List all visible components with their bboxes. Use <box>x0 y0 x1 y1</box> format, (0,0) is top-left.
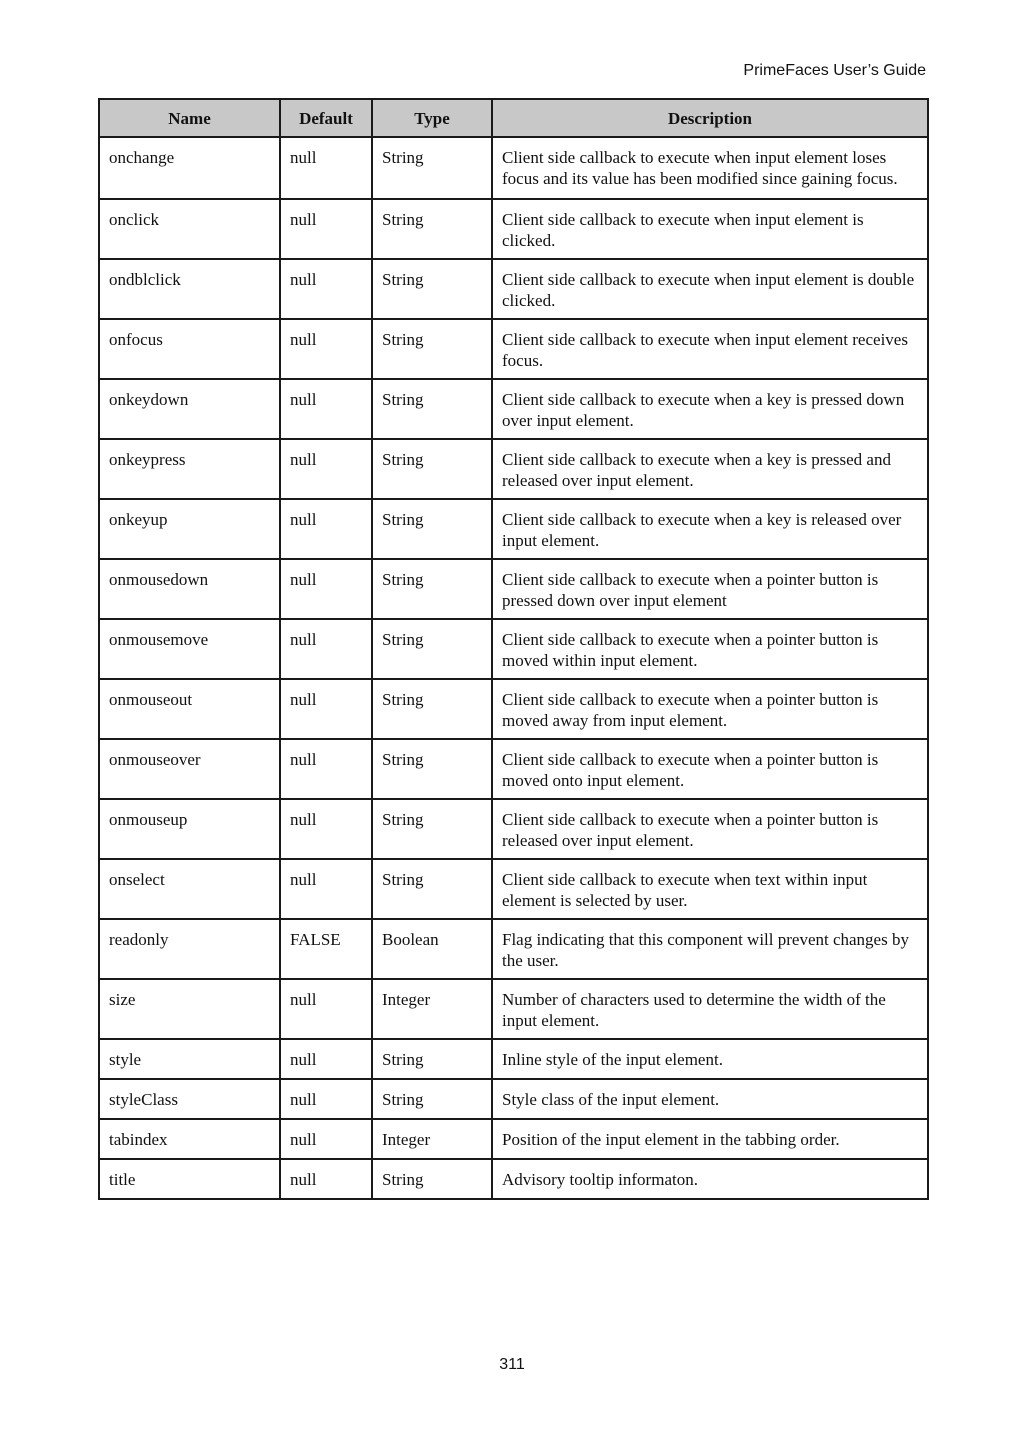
cell-description: Client side callback to execute when a key is pressed and released over input element. <box>492 439 928 499</box>
page-number: 311 <box>499 1356 525 1373</box>
cell-name: onkeyup <box>99 499 280 559</box>
table-header-row <box>99 99 928 137</box>
table-row <box>99 379 928 439</box>
cell-name: onkeypress <box>99 439 280 499</box>
cell-default: null <box>280 199 372 259</box>
cell-description: Client side callback to execute when a key is pressed down over input element. <box>492 379 928 439</box>
cell-type: String <box>372 739 492 799</box>
cell-default: null <box>280 739 372 799</box>
cell-default: null <box>280 379 372 439</box>
table-row <box>99 859 928 919</box>
cell-type: Integer <box>372 979 492 1039</box>
table-row <box>99 259 928 319</box>
cell-default: null <box>280 799 372 859</box>
column-header-default: Default <box>280 99 372 137</box>
cell-name: onmousemove <box>99 619 280 679</box>
table-row <box>99 679 928 739</box>
table-row <box>99 199 928 259</box>
cell-type: String <box>372 1159 492 1199</box>
cell-name: size <box>99 979 280 1039</box>
cell-description: Client side callback to execute when input element is clicked. <box>492 199 928 259</box>
cell-type: String <box>372 619 492 679</box>
cell-type: Boolean <box>372 919 492 979</box>
cell-type: String <box>372 799 492 859</box>
cell-name: onchange <box>99 137 280 199</box>
cell-type: String <box>372 199 492 259</box>
cell-description: Client side callback to execute when a pointer button is moved within input element. <box>492 619 928 679</box>
table-row <box>99 739 928 799</box>
cell-default: null <box>280 499 372 559</box>
cell-type: String <box>372 137 492 199</box>
cell-type: String <box>372 1039 492 1079</box>
cell-description: Client side callback to execute when input element receives focus. <box>492 319 928 379</box>
cell-type: String <box>372 679 492 739</box>
cell-type: String <box>372 859 492 919</box>
column-header-name: Name <box>99 99 280 137</box>
cell-name: onselect <box>99 859 280 919</box>
cell-type: Integer <box>372 1119 492 1159</box>
cell-name: title <box>99 1159 280 1199</box>
cell-description: Client side callback to execute when a pointer button is moved onto input element. <box>492 739 928 799</box>
cell-type: String <box>372 379 492 439</box>
table-row <box>99 499 928 559</box>
cell-name: onfocus <box>99 319 280 379</box>
cell-description: Client side callback to execute when a pointer button is pressed down over input element <box>492 559 928 619</box>
cell-name: styleClass <box>99 1079 280 1119</box>
cell-name: onclick <box>99 199 280 259</box>
table-row <box>99 1079 928 1119</box>
cell-name: onmouseout <box>99 679 280 739</box>
cell-default: null <box>280 1159 372 1199</box>
cell-default: null <box>280 679 372 739</box>
cell-default: FALSE <box>280 919 372 979</box>
cell-description: Client side callback to execute when a key is released over input element. <box>492 499 928 559</box>
running-header: PrimeFaces User’s Guide <box>743 62 926 79</box>
cell-default: null <box>280 859 372 919</box>
table-row <box>99 1039 928 1079</box>
cell-default: null <box>280 319 372 379</box>
table-row <box>99 319 928 379</box>
table-row <box>99 919 928 979</box>
column-header-description: Description <box>492 99 928 137</box>
cell-description: Inline style of the input element. <box>492 1039 928 1079</box>
table-row <box>99 1119 928 1159</box>
cell-default: null <box>280 259 372 319</box>
cell-description: Client side callback to execute when text within input element is selected by user. <box>492 859 928 919</box>
cell-default: null <box>280 1079 372 1119</box>
cell-name: onkeydown <box>99 379 280 439</box>
cell-default: null <box>280 1039 372 1079</box>
cell-type: String <box>372 259 492 319</box>
table-row <box>99 1159 928 1199</box>
table-row <box>99 799 928 859</box>
table-row <box>99 439 928 499</box>
cell-type: String <box>372 559 492 619</box>
cell-default: null <box>280 1119 372 1159</box>
cell-name: readonly <box>99 919 280 979</box>
cell-name: onmouseup <box>99 799 280 859</box>
cell-default: null <box>280 559 372 619</box>
cell-type: String <box>372 439 492 499</box>
cell-description: Style class of the input element. <box>492 1079 928 1119</box>
cell-name: onmousedown <box>99 559 280 619</box>
table-row <box>99 979 928 1039</box>
cell-name: tabindex <box>99 1119 280 1159</box>
cell-description: Client side callback to execute when a pointer button is moved away from input element. <box>492 679 928 739</box>
table-row <box>99 559 928 619</box>
attribute-table <box>98 98 929 1200</box>
cell-type: String <box>372 1079 492 1119</box>
table-row <box>99 137 928 199</box>
cell-default: null <box>280 137 372 199</box>
cell-name: ondblclick <box>99 259 280 319</box>
cell-description: Advisory tooltip informaton. <box>492 1159 928 1199</box>
cell-type: String <box>372 319 492 379</box>
cell-description: Client side callback to execute when a pointer button is released over input element. <box>492 799 928 859</box>
cell-name: onmouseover <box>99 739 280 799</box>
column-header-type: Type <box>372 99 492 137</box>
cell-description: Client side callback to execute when input element loses focus and its value has been modified since gaining focus. <box>492 137 928 199</box>
cell-default: null <box>280 619 372 679</box>
cell-default: null <box>280 979 372 1039</box>
cell-type: String <box>372 499 492 559</box>
cell-name: style <box>99 1039 280 1079</box>
cell-default: null <box>280 439 372 499</box>
cell-description: Number of characters used to determine the width of the input element. <box>492 979 928 1039</box>
cell-description: Client side callback to execute when input element is double clicked. <box>492 259 928 319</box>
cell-description: Flag indicating that this component will prevent changes by the user. <box>492 919 928 979</box>
cell-description: Position of the input element in the tabbing order. <box>492 1119 928 1159</box>
table-row <box>99 619 928 679</box>
